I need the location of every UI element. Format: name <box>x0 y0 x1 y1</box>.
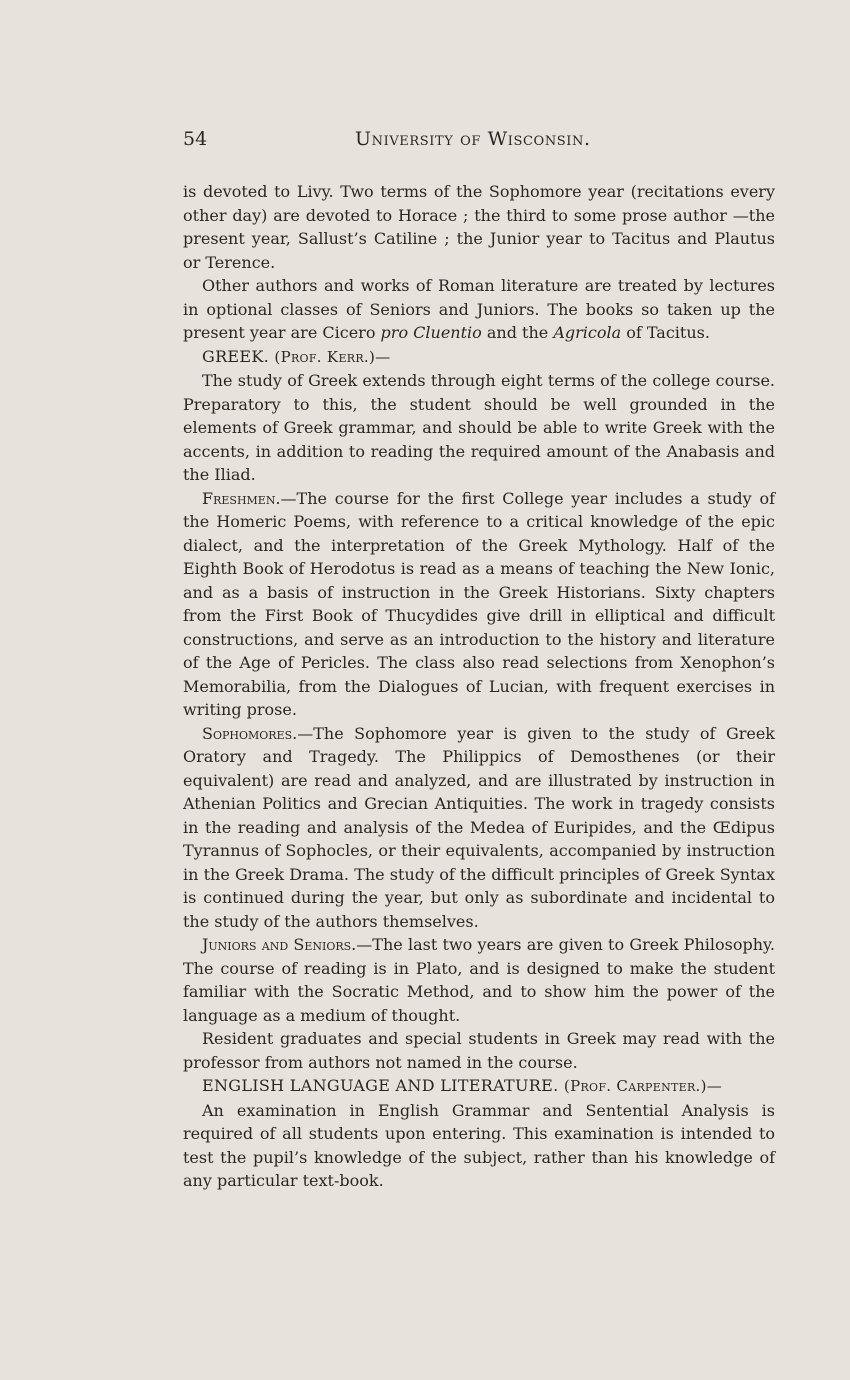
latin-paragraph-continued: is devoted to Livy. Two terms of the Sophomore year (recitations every other day) are devoted to Horace ; the third to some prose author —the present year, Sallust’s Catiline ; the Junior year to Tacitus and Plautus or Terence. <box>183 182 775 272</box>
juniors-seniors-text: —The last two years are given to Greek Philosophy. The course of reading is in Plato, and is designed to make the student familiar with the Socratic Method, and to show him the power of the language as a medium of thought. <box>183 935 776 1025</box>
english-professor: (Prof. Carpenter.)— <box>563 1077 723 1095</box>
sophomores-text: —The Sophomore year is given to the study of Greek Oratory and Tragedy. The Philippics of Demosthenes (or their equivalent) are read and analyzed, and are illustrated by instruction in Athenian Politics and Grecian Antiquities. The work in tragedy consists in the reading and analysis of the Medea of Euripides, and the Œdipus Tyrannus of Sophocles, or their equivalents, accompanied by instruction in the Greek Drama. The study of the difficult principles of Greek Syntax is continued during the year, but only as subordinate and incidental to the study of the authors themselves. <box>183 723 775 931</box>
greek-freshmen-paragraph <box>183 487 775 722</box>
section-heading-greek <box>183 345 775 370</box>
greek-juniors-seniors-paragraph <box>183 933 775 1027</box>
greek-intro-paragraph: The study of Greek extends through eight terms of the college course. Preparatory to this, the student should be well grounded in the elements of Greek grammar, and should be able to write Greek with the accents, in addition to reading the required amount of the Anabasis and the Iliad. <box>183 371 775 484</box>
latin-paragraph-optional-classes <box>183 274 775 345</box>
greek-heading: GREEK. <box>202 346 270 366</box>
page-header <box>183 128 773 158</box>
greek-graduates-paragraph: Resident graduates and special students in Greek may read with the professor from authors not named in the course. <box>183 1029 775 1072</box>
juniors-seniors-label: Juniors and Seniors. <box>202 935 357 954</box>
sophomores-label: Sophomores. <box>202 723 298 743</box>
latin-text-segment: of Tacitus. <box>621 323 710 342</box>
english-heading: ENGLISH LANGUAGE AND LITERATURE. <box>202 1076 559 1095</box>
english-intro-paragraph: An examination in English Grammar and Sentential Analysis is required of all students upon entering. This examination is intended to test the pupil’s knowledge of the subject, rather than his knowledge of any particular text-book. <box>183 1100 775 1190</box>
page-number: 54 <box>183 128 208 150</box>
freshmen-label: Freshmen. <box>202 488 281 508</box>
freshmen-text: —The course for the first College year includes a study of the Homeric Poems, with reference to a critical knowledge of the epic dialect, and the interpretation of the Greek Mythology. Half of the Eighth Book of Herodotus is read as a means of teaching the New Ionic, and as a basis of instruction in the Greek Historians. Sixty chapters from the First Book of Thucydides give drill in elliptical and difficult constructions, and serve as an introduction to the history and literature of the Age of Pericles. The class also read selections from Xenophon’s Memorabilia, from the Dialogues of Lucian, with frequent exercises in writing prose. <box>183 488 775 719</box>
running-title: University of Wisconsin. <box>355 128 591 150</box>
greek-professor: (Prof. Kerr.)— <box>274 347 391 366</box>
latin-text-segment: and the <box>481 323 554 342</box>
body-text <box>183 180 775 1193</box>
title-agricola: Agricola <box>553 323 622 342</box>
section-heading-english <box>183 1074 775 1099</box>
greek-sophomores-paragraph <box>183 722 775 934</box>
latin-text-segment: Other authors and works of Roman literature are treated by lectures in optional classes of Seniors and Juniors. The books so taken up the present year are Cicero <box>183 276 775 342</box>
title-pro-cluentio: pro Cluentio <box>380 323 482 342</box>
